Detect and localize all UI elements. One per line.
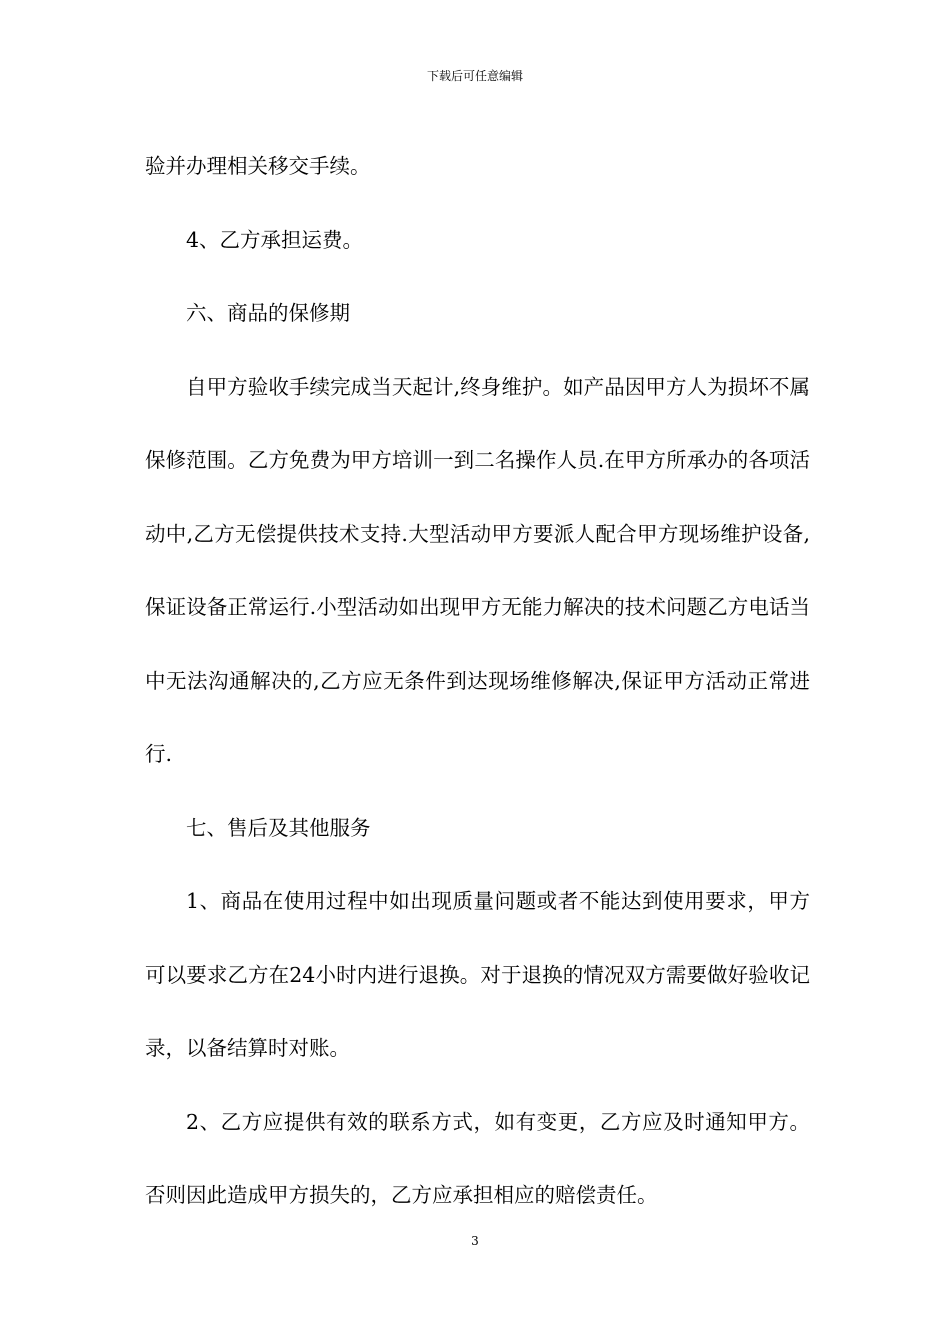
page-header: 下载后可任意编辑 xyxy=(426,69,523,83)
paragraph-continuation: 验并办理相关移交手续。 xyxy=(145,154,371,178)
section-heading-after-sales: 七、售后及其他服务 xyxy=(186,815,371,840)
paragraph-after-sales-2: 2、乙方应提供有效的联系方式，如有变更，乙方应及时通知甲方。否则因此造成甲方损失的，乙方应承担相应的赔偿责任。 xyxy=(145,1109,810,1207)
section-heading-warranty: 六、商品的保修期 xyxy=(186,301,350,325)
paragraph-after-sales-1: 1、商品在使用过程中如出现质量问题或者不能达到使用要求，甲方可以要求乙方在24小时内进行退换。对于退换的情况双方需要做好验收记录，以备结算时对账。 xyxy=(145,889,810,1060)
document-body xyxy=(145,130,810,1233)
paragraph-warranty-body: 自甲方验收手续完成当天起计,终身维护。如产品因甲方人为损坏不属保修范围。乙方免费为甲方培训一到二名操作人员.在甲方所承办的各项活动中,乙方无偿提供技术支持.大型活动甲方要派人配合甲方现场维护设备,保证设备正常运行.小型活动如出现甲方无能力解决的技术问题乙方电话当中无法沟通解决的,乙方应无条件到达现场维修解决,保证甲方活动正常进行. xyxy=(145,374,810,766)
page-number: 3 xyxy=(471,1234,479,1248)
paragraph-item-4: 4、乙方承担运费。 xyxy=(186,227,364,252)
